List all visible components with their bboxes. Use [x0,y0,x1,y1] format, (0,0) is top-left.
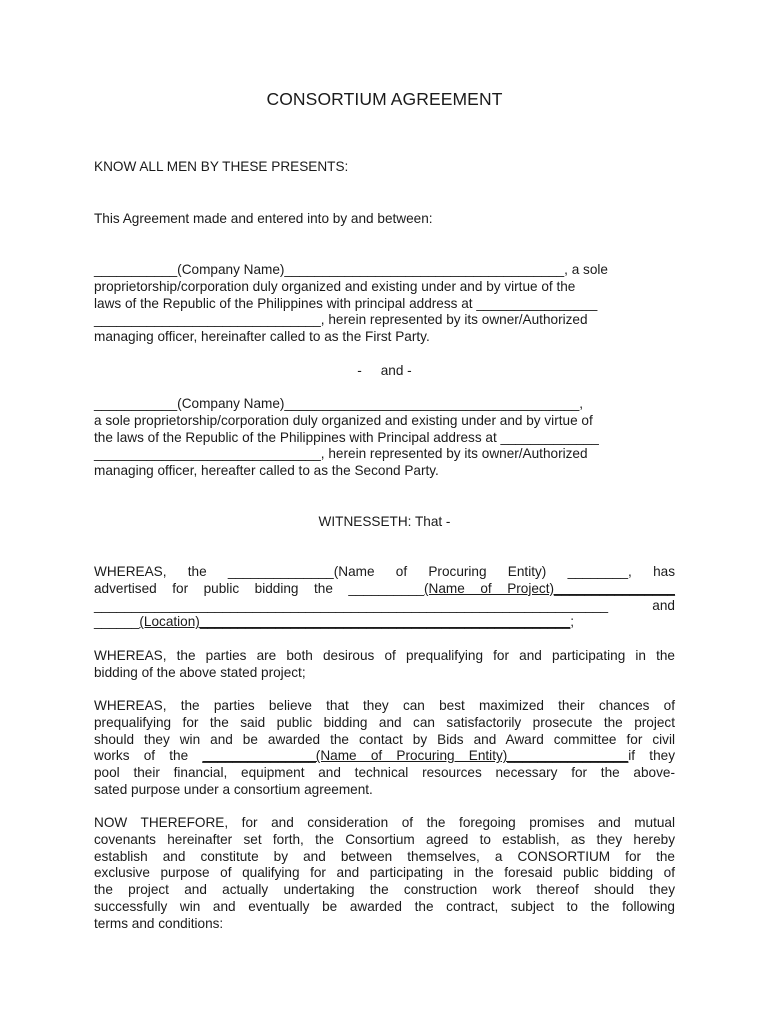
now-therefore-line: covenants hereinafter set forth, the Consortium agreed to establish, as they hereby [94,831,675,847]
whereas-line: should they win and be awarded the contact by Bids and Award committee for civil [94,731,675,747]
now-therefore-line: NOW THEREFORE, for and consideration of the foregoing promises and mutual [94,815,675,830]
whereas-line: WHEREAS, the ______________(Name of Procuring Entity) ________, has [94,564,675,579]
first-party-line: proprietorship/corporation duly organized and existing under and by virtue of the [94,278,576,294]
first-party-paragraph [94,262,675,346]
first-party-line: managing officer, hereinafter called to as the First Party. [94,329,430,345]
whereas-line: sated purpose under a consortium agreement. [94,781,373,797]
now-therefore-paragraph [94,815,675,933]
and-separator: - and - [357,363,412,378]
witnesseth-heading: WITNESSETH: That - [318,514,451,529]
second-party-line: a sole proprietorship/corporation duly organized and existing under and by virtue of [94,412,593,428]
second-party-paragraph [94,396,675,480]
whereas-text: works of the [94,748,203,764]
project-name-field: (Name of Project)________________ [424,580,675,596]
whereas-text: ______ [94,614,140,630]
second-party-line: ___________(Company Name)_______________________________________, [94,396,584,411]
whereas-line: bidding of the above stated project; [94,664,306,680]
second-party-line: the laws of the Republic of the Philippines with Principal address at _____________ [94,429,599,445]
now-therefore-line: terms and conditions: [94,915,224,931]
whereas-desirous-paragraph [94,648,675,682]
whereas-line [94,581,675,598]
procuring-entity-field: _______________(Name of Procuring Entity)________________ [202,748,629,764]
first-party-line: laws of the Republic of the Philippines with principal address at ________________ [94,295,598,311]
whereas-line: WHEREAS, the parties are both desirous of prequalifying for and participating in the [94,648,675,663]
whereas-line [94,614,675,631]
whereas-line: WHEREAS, the parties believe that they can best maximized their chances of [94,698,675,713]
now-therefore-line: establish and constitute by and between themselves, a CONSORTIUM for the [94,848,675,864]
whereas-text: advertised for public bidding the __________ [94,580,425,596]
whereas-line: pool their financial, equipment and technical resources necessary for the above- [94,765,675,781]
now-therefore-line: exclusive purpose of qualifying for and participating in the foresaid public bidding of [94,865,675,881]
second-party-line: ______________________________, herein represented by its owner/Authorized [94,446,588,462]
second-party-line: managing officer, hereafter called to as the Second Party. [94,463,439,479]
now-therefore-line: the project and actually undertaking the construction work thereof should they [94,882,675,898]
whereas-line: prequalifying for the said public bidding and can satisfactorily prosecute the project [94,714,675,730]
whereas-text: ; [570,614,575,630]
whereas-line: ____________________________________________________________________ and [94,597,675,613]
first-party-line: ___________(Company Name)_____________________________________, a sole [94,262,608,277]
location-field: (Location)_________________________________________________ [139,614,571,630]
whereas-believe-paragraph [94,698,675,799]
whereas-procuring-entity-paragraph [94,564,675,631]
whereas-line [94,748,675,765]
page-title: CONSORTIUM AGREEMENT [266,89,503,109]
now-therefore-line: successfully win and eventually be awarded the contract, subject to the following [94,898,675,914]
whereas-text: if they [628,748,675,764]
first-party-line: ______________________________, herein represented by its owner/Authorized [94,312,588,328]
salutation: KNOW ALL MEN BY THESE PRESENTS: [94,159,349,174]
intro-paragraph: This Agreement made and entered into by and between: [94,211,433,226]
